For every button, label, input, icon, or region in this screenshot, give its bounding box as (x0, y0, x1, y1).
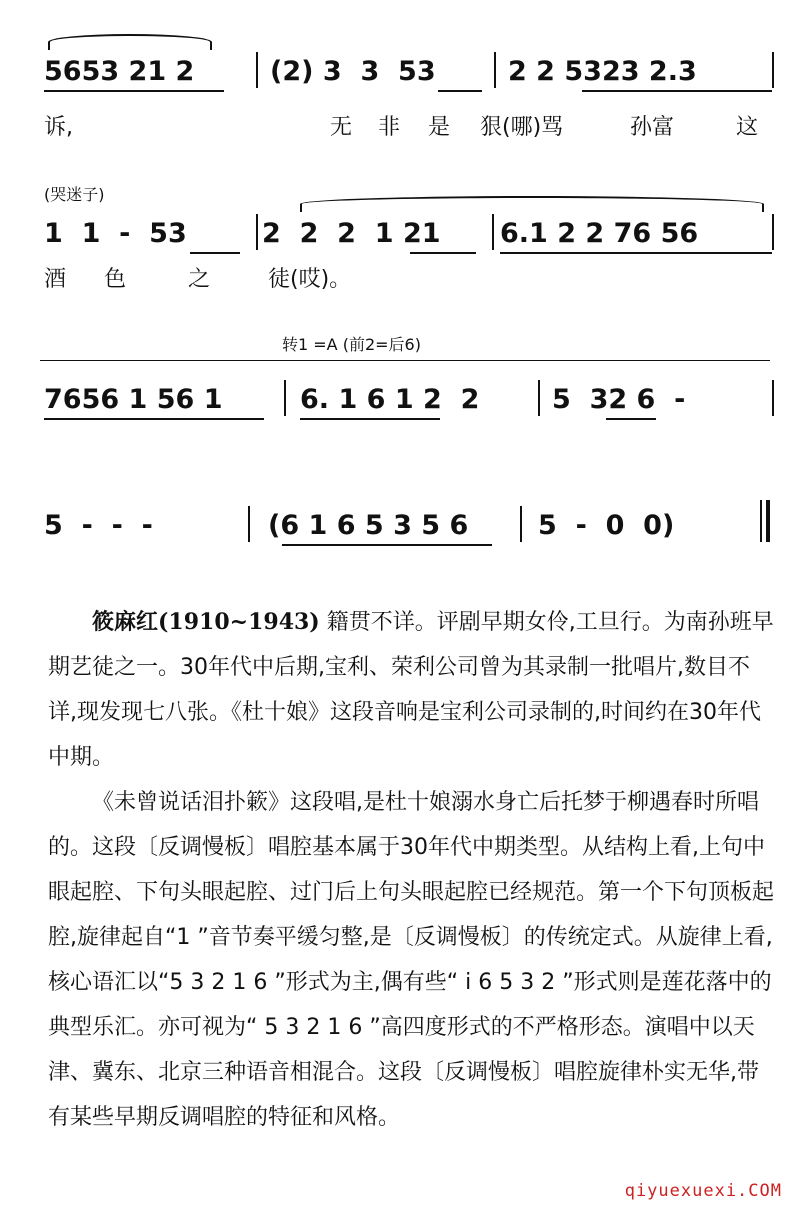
row4-notes-c: 5 - 0 0) (538, 510, 675, 541)
lyric: 非 (378, 115, 401, 140)
underline (190, 252, 240, 254)
lyric: 诉, (44, 115, 73, 140)
underline (300, 418, 440, 420)
underline (606, 418, 656, 420)
barline (772, 380, 774, 416)
row3-notes-c: 5 32 6 - (552, 384, 686, 415)
barline (256, 52, 258, 88)
lyric: 是 (428, 115, 451, 140)
row1-notes-c: 2 2 5323 2.3 (508, 56, 697, 87)
underline (410, 252, 476, 254)
paragraph-1: 籍贯不详。评剧早期女伶,工旦行。为南孙班早期艺徒之一。30年代中后期,宝利、荣利公司曾为其录制一批唱片,数目不详,现发现七八张。《杜十娘》这段音响是宝利公司录制的,时间约在30年代中期。 (48, 610, 774, 770)
barline (284, 380, 286, 416)
lyric: 无 (330, 115, 353, 140)
underline (500, 252, 772, 254)
lyric: 酒 (44, 267, 67, 292)
underline (438, 90, 482, 92)
key-change: 转1 =A (前2=后6) (282, 335, 421, 354)
barline (256, 214, 258, 250)
barline (520, 506, 522, 542)
barline (538, 380, 540, 416)
lyric: 这 (736, 115, 759, 140)
row3-notes-b: 6. 1 6 1 2 2 (300, 384, 480, 415)
lyric: 色 (104, 267, 127, 292)
underline (44, 418, 264, 420)
lyric: 徒(哎)。 (268, 267, 352, 292)
lyric: 之 (188, 267, 211, 292)
person-name: 筱麻红(1910~1943) (92, 609, 320, 635)
barline (248, 506, 250, 542)
row4-notes-b: (6 1 6 5 3 5 6 (268, 510, 469, 541)
final-barline-thin (760, 500, 762, 542)
barline (494, 52, 496, 88)
paragraph-2: 《未曾说话泪扑簌》这段唱,是杜十娘溺水身亡后托梦于柳遇春时所唱的。这段〔反调慢板〕唱腔基本属于30年代中期类型。从结构上看,上句中眼起腔、下句头眼起腔、过门后上句头眼起腔已经规范。第一个下句顶板起腔,旋律起自“1 ”音节奏平缓匀整,是〔反调慢板〕的传统定式。从旋律上看,核心语汇以“5 3 2 1 6 ”形式为主,偶有些“ i 6 5 3 2 ”形式则是莲花落中的典型乐汇。亦可视为“ 5 3 2 1 6 ”高四度形式的不严格形态。演唱中以天津、冀东、北京三种语音相混合。这段〔反调慢板〕唱腔旋律朴实无华,带有某些早期反调唱腔的特征和风格。 (48, 790, 775, 1130)
barline (772, 214, 774, 250)
underline (582, 90, 772, 92)
slur-row2 (300, 196, 764, 212)
row2-notes-a: 1 1 - 53 (44, 218, 187, 249)
slur-line (40, 360, 770, 361)
row4-notes-a: 5 - - - (44, 510, 153, 541)
row2-label: (哭迷子) (44, 185, 105, 204)
row2-notes-b: 2 2 2 1 21 (262, 218, 441, 249)
row1-notes-b: (2) 3 3 53 (270, 56, 436, 87)
barline (772, 52, 774, 88)
watermark: qiyuexuexi.COM (624, 1181, 782, 1201)
slur-row1 (48, 34, 212, 50)
row1-notes-a: 5653 21 2 (44, 56, 195, 87)
row2-notes-c: 6.1 2 2 76 56 (500, 218, 699, 249)
row3-notes-a: 7656 1 56 1 (44, 384, 223, 415)
final-barline-thick (766, 500, 770, 542)
underline (44, 90, 224, 92)
lyric: 狠(哪)骂 (480, 115, 564, 140)
barline (492, 214, 494, 250)
underline (282, 544, 492, 546)
article-text (48, 600, 778, 1140)
lyric: 孙富 (630, 115, 675, 140)
